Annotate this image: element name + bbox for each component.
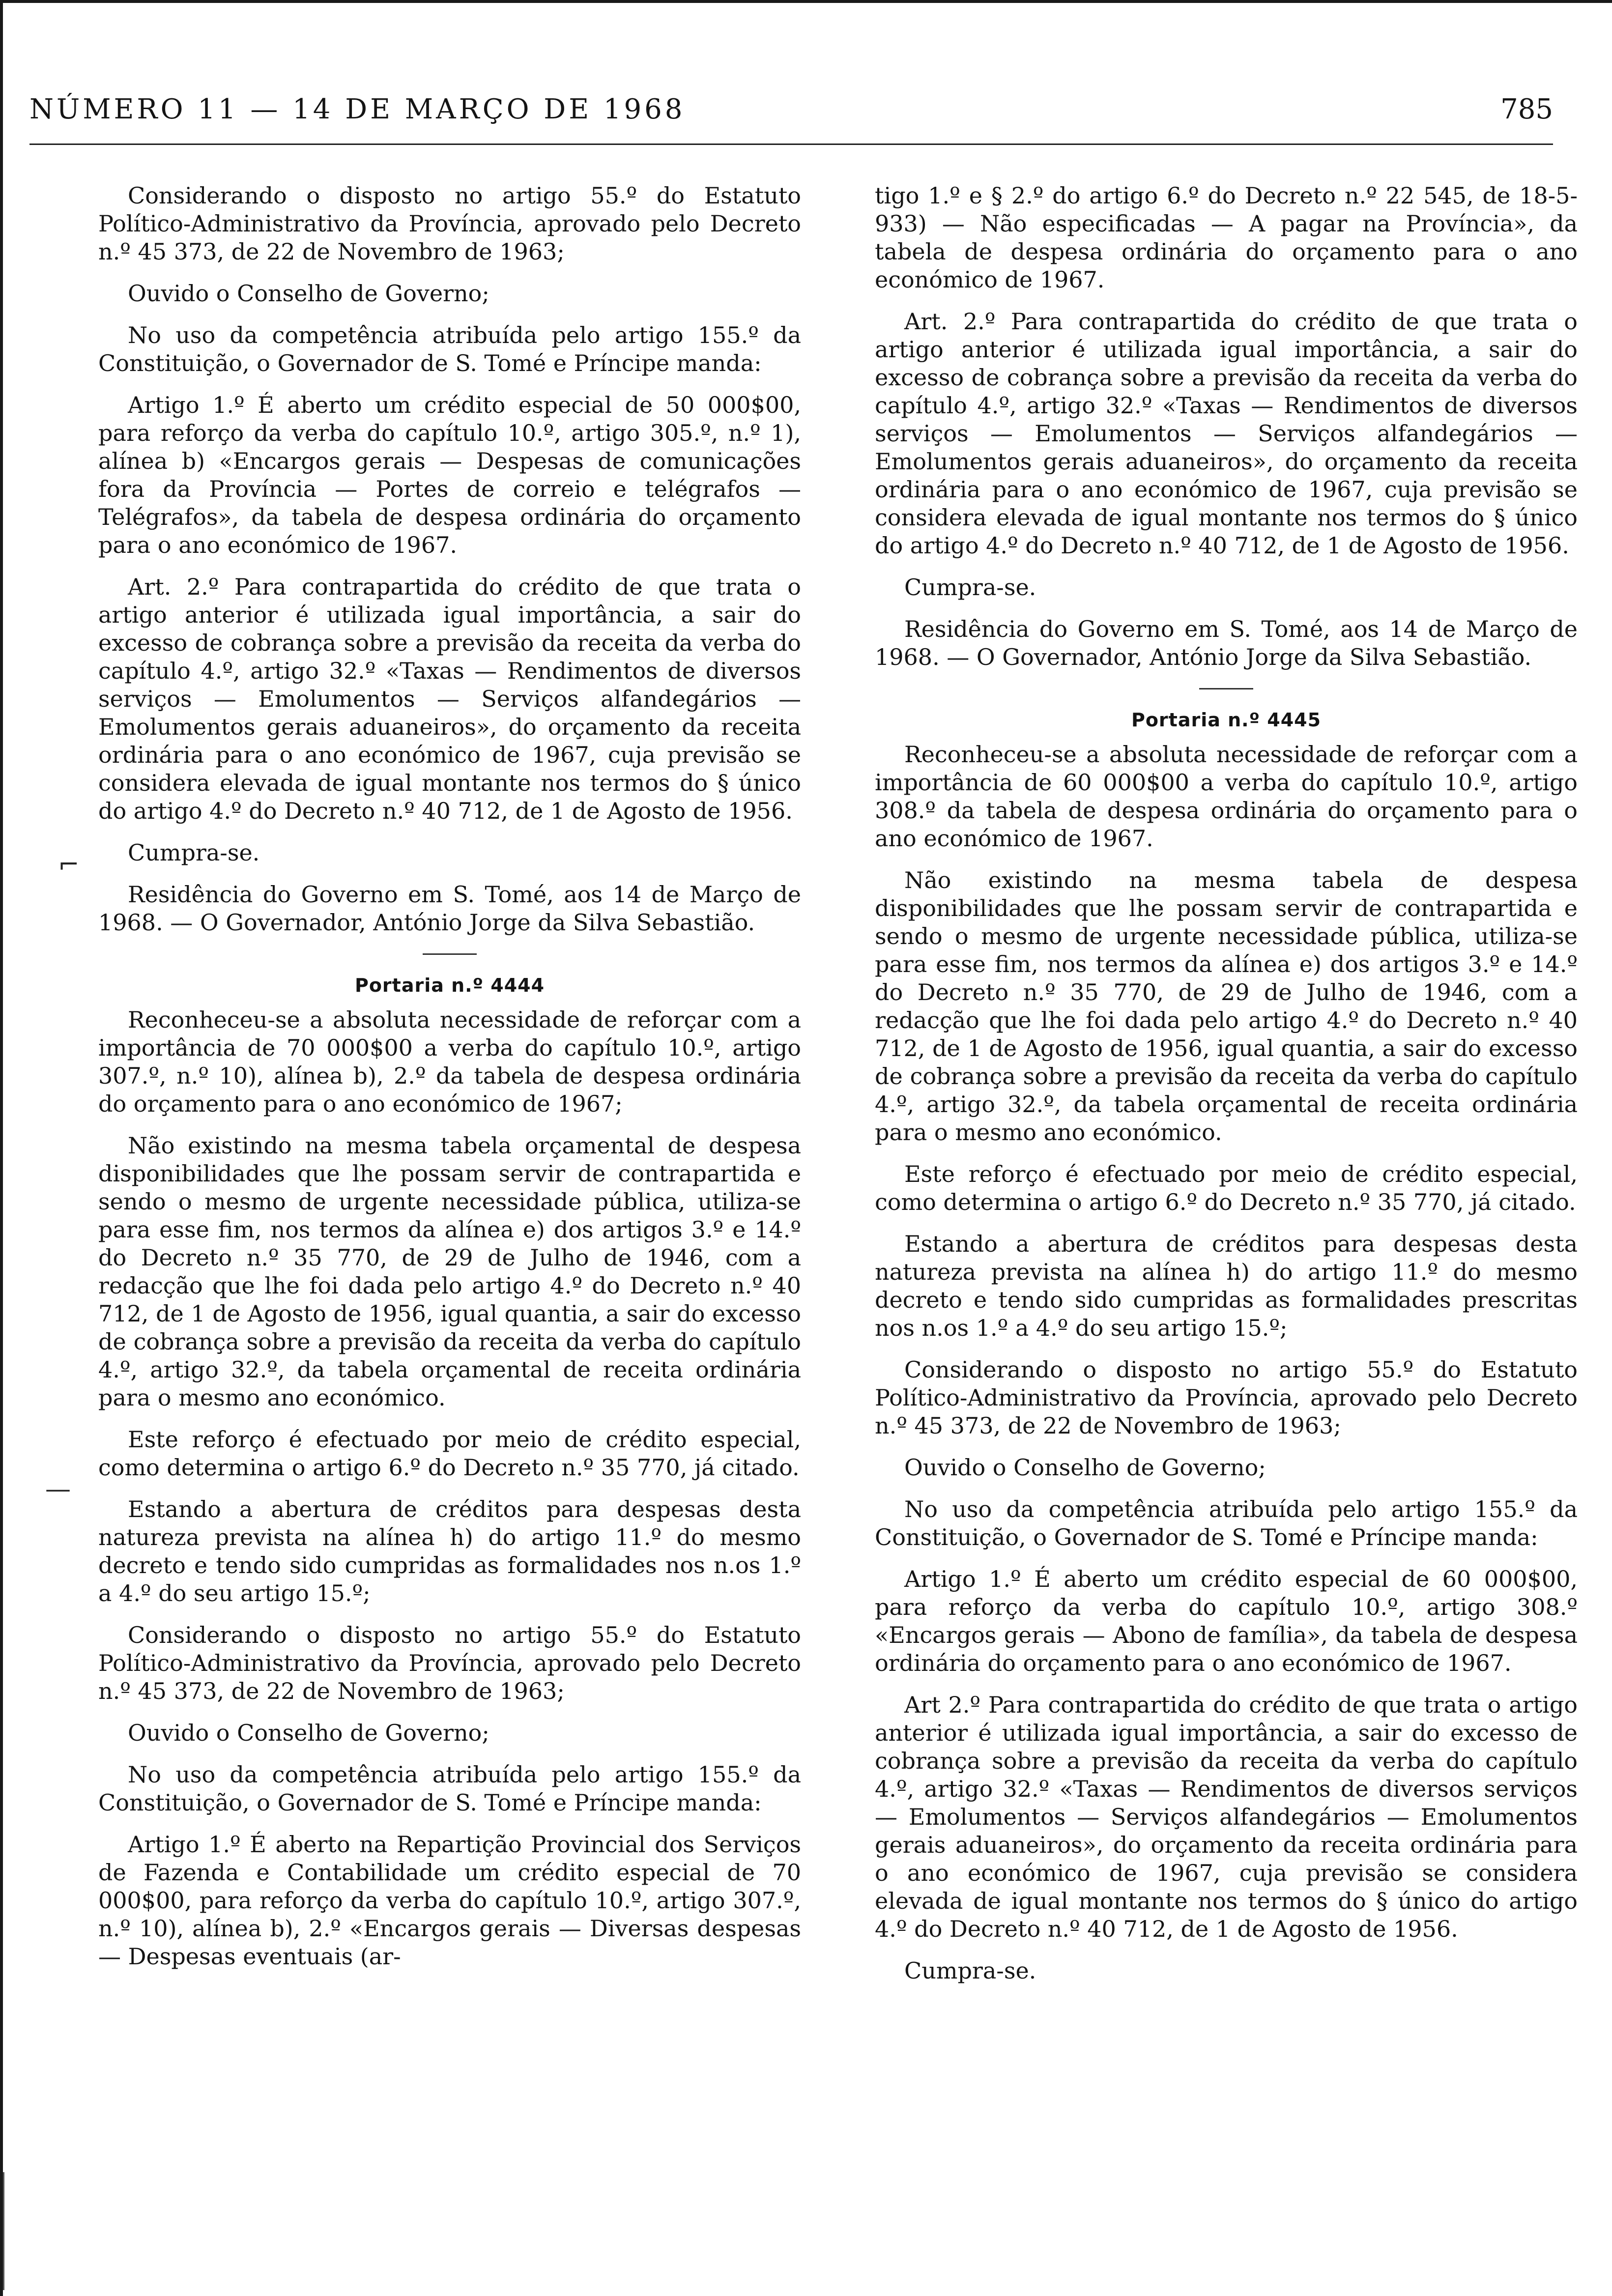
- paragraph: Artigo 1.º É aberto um crédito especial de 50 000$00, para reforço da verba do capítulo 10.º, artigo 305.º, n.º 1), alínea b) «Encargos gerais — Despesas de comunicações fora da Província — Portes de correio e telégrafos — Telégrafos», da tabela de despesa ordinária do orçamento para o ano económico de 1967.: [98, 392, 801, 558]
- top-border: [0, 0, 1612, 3]
- section-separator: [423, 953, 477, 955]
- paragraph: Art. 2.º Para contrapartida do crédito de que trata o artigo anterior é utilizada igual importância, a sair do excesso de cobrança sobre a previsão da receita da verba do capítulo 4.º, artigo 32.º «Taxas — Rendimentos de diversos serviços — Emolumentos — Serviços alfandegários — Emolumentos gerais aduaneiros», do orçamento da receita ordinária para o ano económico de 1967, cuja previsão se considera elevada de igual montante nos termos do § único do artigo 4.º do Decreto n.º 40 712, de 1 de Agosto de 1956.: [98, 574, 801, 824]
- signature-paragraph: Residência do Governo em S. Tomé, aos 14 de Março de 1968. — O Governador, António Jorge da Silva Sebastião.: [98, 881, 801, 936]
- paragraph: Este reforço é efectuado por meio de crédito especial, como determina o artigo 6.º do Decreto n.º 35 770, já citado.: [875, 1161, 1578, 1215]
- paragraph: Art 2.º Para contrapartida do crédito de que trata o artigo anterior é utilizada igual importância, a sair do excesso de cobrança sobre a previsão da receita da verba do capítulo 4.º, artigo 32.º «Taxas — Rendimentos de diversos serviços — Emolumentos — Serviços alfandegários — Emolumentos gerais aduaneiros», do orçamento da receita ordinária para o ano económico de 1967, cuja previsão se considera elevada de igual montante nos termos do § único do artigo 4.º do Decreto n.º 40 712, de 1 de Agosto de 1956.: [875, 1692, 1578, 1942]
- header-rule: [29, 144, 1553, 145]
- paragraph: Considerando o disposto no artigo 55.º do Estatuto Político-Administrativo da Província, aprovado pelo Decreto n.º 45 373, de 22 de Novembro de 1963;: [98, 1622, 801, 1704]
- edge-mark: [3, 2172, 4, 2290]
- portaria-heading: Portaria n.º 4445: [1131, 709, 1322, 731]
- section-separator: [1199, 688, 1253, 689]
- paragraph: Reconheceu-se a absoluta necessidade de reforçar com a importância de 70 000$00 a verba do capítulo 10.º, artigo 307.º, n.º 10), alínea b), 2.º da tabela de despesa ordinária do orçamento para o ano económico de 1967;: [98, 1006, 801, 1117]
- portaria-heading: Portaria n.º 4444: [354, 975, 545, 996]
- paragraph: tigo 1.º e § 2.º do artigo 6.º do Decreto n.º 22 545, de 18-5-933) — Não especificadas — A pagar na Província», da tabela de despesa ordinária do orçamento para o ano económico de 1967.: [875, 182, 1578, 293]
- paragraph: Ouvido o Conselho de Governo;: [128, 1720, 489, 1746]
- paragraph: Não existindo na mesma tabela de despesa disponibilidades que lhe possam servir de contrapartida e sendo o mesmo de urgente necessidade pública, utiliza-se para esse fim, nos termos da alínea e) dos artigos 3.º e 14.º do Decreto n.º 35 770, de 29 de Julho de 1946, com a redacção que lhe foi dada pelo artigo 4.º do Decreto n.º 40 712, de 1 de Agosto de 1956, igual quantia, a sair do excesso de cobrança sobre a previsão da receita da verba do capítulo 4.º, artigo 32.º, da tabela orçamental de receita ordinária para o mesmo ano económico.: [875, 867, 1578, 1146]
- paragraph: No uso da competência atribuída pelo artigo 155.º da Constituição, o Governador de S. Tomé e Príncipe manda:: [98, 322, 801, 376]
- paragraph: Considerando o disposto no artigo 55.º do Estatuto Político-Administrativo da Província, aprovado pelo Decreto n.º 45 373, de 22 de Novembro de 1963;: [875, 1356, 1578, 1439]
- left-column: [98, 182, 801, 1984]
- issue-title: NÚMERO 11 — 14 DE MARÇO DE 1968: [29, 93, 686, 125]
- signature-paragraph: Residência do Governo em S. Tomé, aos 14 de Março de 1968. — O Governador, António Jorge da Silva Sebastião.: [875, 616, 1578, 670]
- page-number: 785: [1500, 93, 1553, 125]
- right-column: [875, 182, 1578, 1999]
- page-header: [29, 93, 1553, 133]
- paragraph: Estando a abertura de créditos para despesas desta natureza prevista na alínea h) do artigo 11.º do mesmo decreto e tendo sido cumpridas as formalidades prescritas nos n.os 1.º a 4.º do seu artigo 15.º;: [875, 1231, 1578, 1341]
- paragraph: Não existindo na mesma tabela orçamental de despesa disponibilidades que lhe possam servir de contrapartida e sendo o mesmo de urgente necessidade pública, utiliza-se para esse fim, nos termos da alínea e) dos artigos 3.º e 14.º do Decreto n.º 35 770, de 29 de Julho de 1946, com a redacção que lhe foi dada pelo artigo 4.º do Decreto n.º 40 712, de 1 de Agosto de 1956, igual quantia, a sair do excesso de cobrança sobre a previsão da receita da verba do capítulo 4.º, artigo 32.º, da tabela orçamental de receita ordinária para o mesmo ano económico.: [98, 1132, 801, 1411]
- paragraph: Reconheceu-se a absoluta necessidade de reforçar com a importância de 60 000$00 a verba do capítulo 10.º, artigo 308.º da tabela de despesa ordinária do orçamento para o ano económico de 1967.: [875, 741, 1578, 852]
- paragraph: No uso da competência atribuída pelo artigo 155.º da Constituição, o Governador de S. Tomé e Príncipe manda:: [875, 1496, 1578, 1550]
- paragraph: Considerando o disposto no artigo 55.º do Estatuto Político-Administrativo da Província, aprovado pelo Decreto n.º 45 373, de 22 de Novembro de 1963;: [98, 182, 801, 265]
- paragraph: Artigo 1.º É aberto um crédito especial de 60 000$00, para reforço da verba do capítulo 10.º, artigo 308.º «Encargos gerais — Abono de família», da tabela de despesa ordinária do orçamento para o ano económico de 1967.: [875, 1566, 1578, 1676]
- paragraph: Cumpra-se.: [904, 574, 1036, 601]
- left-border: [0, 0, 3, 2296]
- paragraph: Este reforço é efectuado por meio de crédito especial, como determina o artigo 6.º do Decreto n.º 35 770, já citado.: [98, 1426, 801, 1481]
- margin-dash: —: [45, 1474, 71, 1504]
- paragraph: No uso da competência atribuída pelo artigo 155.º da Constituição, o Governador de S. Tomé e Príncipe manda:: [98, 1761, 801, 1816]
- paragraph: Artigo 1.º É aberto na Repartição Provincial dos Serviços de Fazenda e Contabilidade um crédito especial de 70 000$00, para reforço da verba do capítulo 10.º, artigo 307.º, n.º 10), alínea b), 2.º «Encargos gerais — Diversas despesas — Despesas eventuais (ar-: [98, 1831, 801, 1970]
- paragraph: Art. 2.º Para contrapartida do crédito de que trata o artigo anterior é utilizada igual importância, a sair do excesso de cobrança sobre a previsão da receita da verba do capítulo 4.º, artigo 32.º «Taxas — Rendimentos de diversos serviços — Emolumentos — Serviços alfandegários — Emolumentos gerais aduaneiros», do orçamento da receita ordinária para o ano económico de 1967, cuja previsão se considera elevada de igual montante nos termos do § único do artigo 4.º do Decreto n.º 40 712, de 1 de Agosto de 1956.: [875, 308, 1578, 559]
- paragraph: Ouvido o Conselho de Governo;: [128, 280, 489, 307]
- paragraph: Estando a abertura de créditos para despesas desta natureza prevista na alínea h) do artigo 11.º do mesmo decreto e tendo sido cumpridas as formalidades nos n.os 1.º a 4.º do seu artigo 15.º;: [98, 1496, 801, 1607]
- margin-mark: ⌐: [58, 850, 80, 880]
- paragraph: Ouvido o Conselho de Governo;: [904, 1454, 1266, 1481]
- paragraph: Cumpra-se.: [904, 1957, 1036, 1984]
- paragraph: Cumpra-se.: [128, 839, 260, 866]
